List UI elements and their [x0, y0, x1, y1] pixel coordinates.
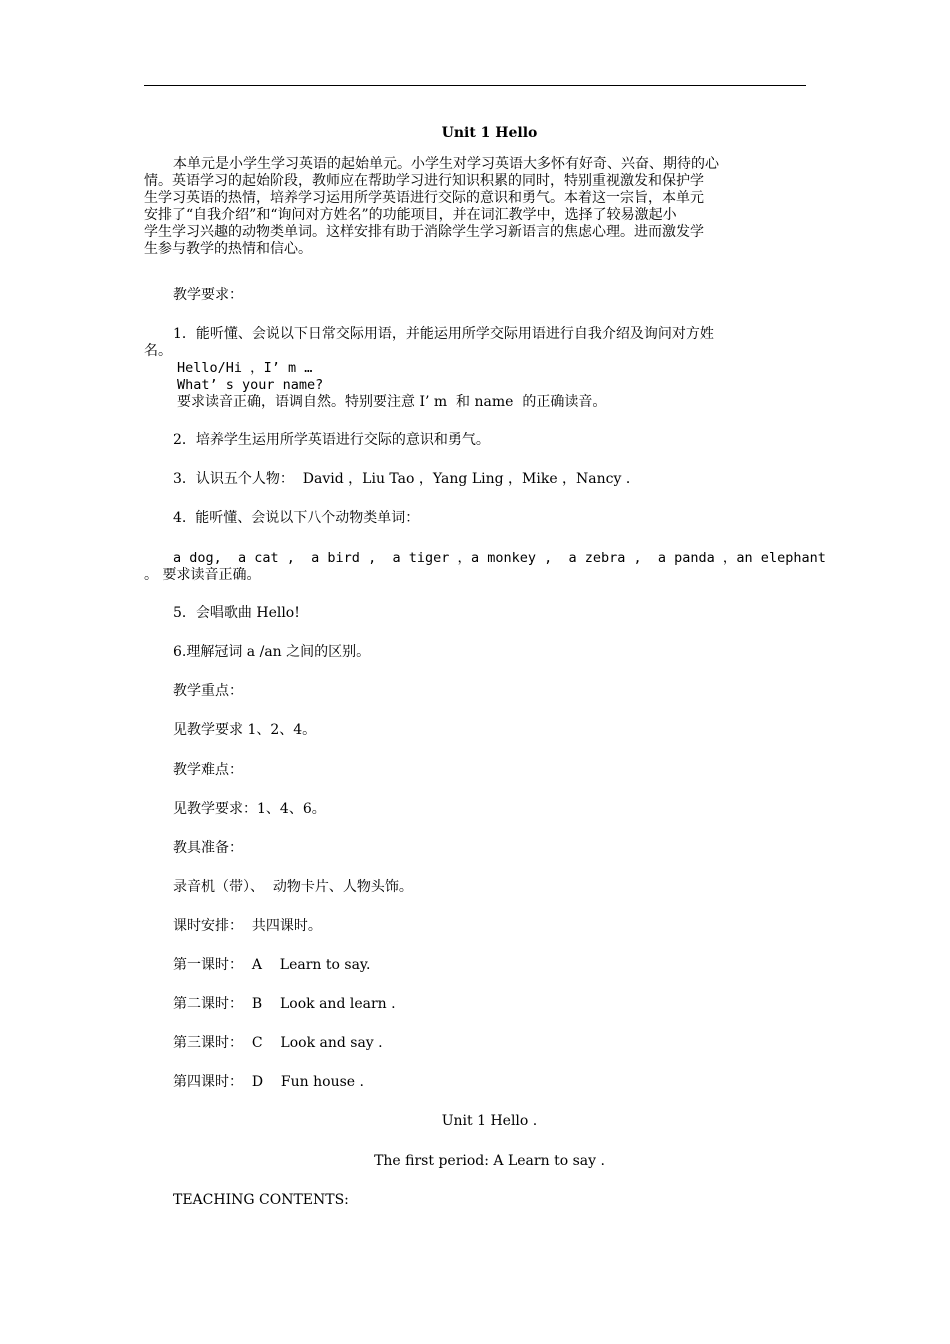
- req2: 2．培养学生运用所学英语进行交际的意识和勇气。: [173, 432, 490, 448]
- page-title: Unit 1 Hello: [441, 125, 538, 141]
- intro-line-6: 生参与教学的热情和信心。: [144, 241, 312, 257]
- req5: 5．会唱歌曲 Hello!: [173, 605, 300, 621]
- period-3: 第三课时： C Look and say .: [173, 1035, 383, 1051]
- intro-line-5: 学生学习兴趣的动物类单词。这样安排有助于消除学生学习新语言的焦虑心理。进而激发学: [144, 224, 704, 240]
- req4-tail: 。 要求读音正确。: [144, 567, 261, 583]
- intro-line-4: 安排了“自我介绍”和“询问对方姓名”的功能项目，并在词汇教学中，选择了较易激起小: [144, 207, 677, 223]
- period-1: 第一课时： A Learn to say.: [173, 957, 371, 973]
- period-4: 第四课时： D Fun house .: [173, 1074, 364, 1090]
- period-2: 第二课时： B Look and learn .: [173, 996, 396, 1012]
- key-points-text: 见教学要求 1、2、4。: [173, 722, 317, 738]
- unit-title-2: Unit 1 Hello .: [441, 1113, 538, 1129]
- intro-line-3: 生学习英语的热情，培养学习运用所学英语进行交际的意识和勇气。本着这一宗旨，本单元: [144, 190, 704, 206]
- req1-line1: 1．能听懂、会说以下日常交际用语，并能运用所学交际用语进行自我介绍及询问对方姓: [173, 326, 714, 342]
- req6: 6.理解冠词 a /an 之间的区别。: [173, 644, 371, 660]
- intro-line-1: 本单元是小学生学习英语的起始单元。小学生对学习英语大多怀有好奇、兴奋、期待的心: [173, 156, 719, 172]
- req3: 3．认识五个人物： David ，Liu Tao ，Yang Ling ，Mike ，Nancy ．: [173, 471, 640, 487]
- req4-words: a dog, a cat , a bird , a tiger ，a monkey , a zebra , a panda ，an elephant: [173, 550, 826, 566]
- req4-line1: 4. 能听懂、会说以下八个动物类单词：: [173, 510, 420, 526]
- teaching-aids-text: 录音机（带）、 动物卡片、人物头饰。: [173, 879, 413, 895]
- req1-example-2: What’ s your name?: [177, 377, 324, 393]
- key-points-heading: 教学重点：: [173, 683, 243, 699]
- schedule: 课时安排： 共四课时。: [173, 918, 322, 934]
- req1-note: 要求读音正确，语调自然。特别要注意 I’ m 和 name 的正确读音。: [177, 394, 607, 410]
- header-rule: [144, 85, 806, 86]
- first-period-title: The first period: A Learn to say .: [374, 1153, 605, 1169]
- req1-example-1: Hello/Hi ，I’ m …: [177, 360, 313, 376]
- teaching-contents-heading: TEACHING CONTENTS:: [173, 1192, 349, 1208]
- teaching-aids-heading: 教具准备：: [173, 840, 243, 856]
- difficult-points-heading: 教学难点：: [173, 762, 243, 778]
- intro-line-2: 情。英语学习的起始阶段，教师应在帮助学习进行知识积累的同时，特别重视激发和保护学: [144, 173, 704, 189]
- difficult-points-text: 见教学要求：1、4、6。: [173, 801, 326, 817]
- requirements-heading: 教学要求：: [173, 287, 243, 303]
- req1-line2: 名。: [144, 343, 172, 359]
